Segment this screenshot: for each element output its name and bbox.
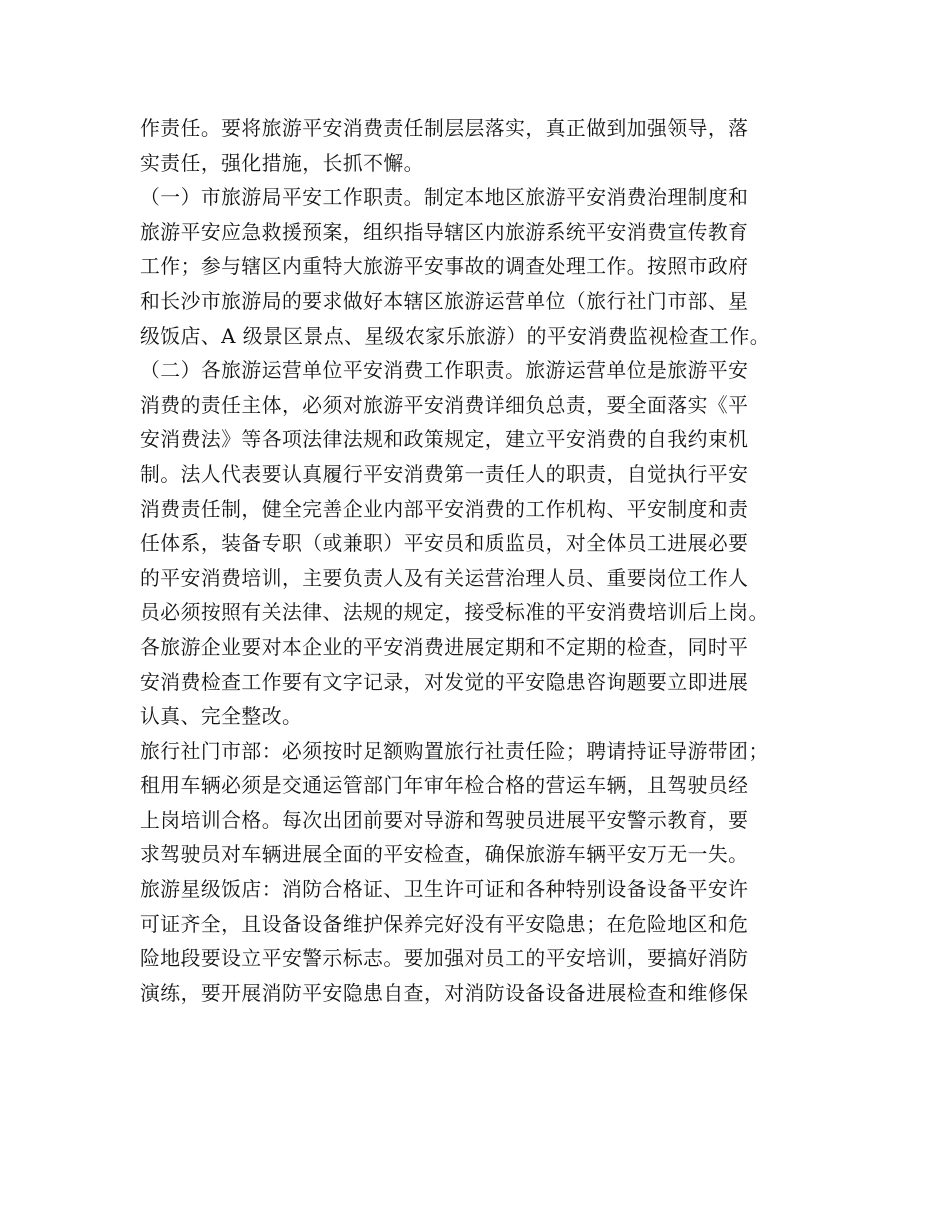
body-text (140, 112, 840, 1011)
text-line: 旅行社门市部：必须按时足额购置旅行社责任险；聘请持证导游带团； (140, 739, 769, 763)
text-line: 任体系，装备专职（或兼职）平安员和质监员，对全体员工进展必要 (140, 532, 749, 556)
text-line: 实责任，强化措施，长抓不懈。 (140, 151, 424, 175)
text-line: 的平安消费培训，主要负责人及有关运营治理人员、重要岗位工作人 (140, 566, 749, 590)
text-line: （一）市旅游局平安工作职责。制定本地区旅游平安消费治理制度和 (140, 186, 749, 210)
text-line: 求驾驶员对车辆进展全面的平安检查，确保旅游车辆平安万无一失。 (140, 843, 749, 867)
text-line: 上岗培训合格。每次出团前要对导游和驾驶员进展平安警示教育，要 (140, 808, 749, 832)
text-line: 租用车辆必须是交通运管部门年审年检合格的营运车辆，且驾驶员经 (140, 774, 749, 798)
text-line: 旅游星级饭店：消防合格证、卫生许可证和各种特别设备设备平安许 (140, 878, 749, 902)
text-line: 消费责任制，健全完善企业内部平安消费的工作机构、平安制度和责 (140, 497, 749, 521)
text-line: 旅游平安应急救援预案，组织指导辖区内旅游系统平安消费宣传教育 (140, 220, 749, 244)
text-line: 级饭店、A 级景区景点、星级农家乐旅游）的平安消费监视检查工作。 (140, 324, 771, 348)
text-line: 作责任。要将旅游平安消费责任制层层落实，真正做到加强领导，落 (140, 117, 749, 140)
text-line: 制。法人代表要认真履行平安消费第一责任人的职责，自觉执行平安 (140, 462, 749, 486)
text-line: 和长沙市旅游局的要求做好本辖区旅游运营单位（旅行社门市部、星 (140, 289, 749, 313)
text-line: 安消费法》等各项法律法规和政策规定，建立平安消费的自我约束机 (140, 428, 749, 452)
text-line: 认真、完全整改。 (140, 705, 303, 729)
text-line: 演练，要开展消防平安隐患自查，对消防设备设备进展检查和维修保 (140, 981, 749, 1005)
text-line: 消费的责任主体，必须对旅游平安消费详细负总责，要全面落实《平 (140, 393, 749, 417)
text-line: 各旅游企业要对本企业的平安消费进展定期和不定期的检查，同时平 (140, 635, 749, 659)
text-line: 险地段要设立平安警示标志。要加强对员工的平安培训，要搞好消防 (140, 947, 749, 971)
text-line: 员必须按照有关法律、法规的规定，接受标准的平安消费培训后上岗。 (140, 601, 769, 625)
text-line: 工作；参与辖区内重特大旅游平安事故的调查处理工作。按照市政府 (140, 255, 749, 279)
text-line: 安消费检查工作要有文字记录，对发觉的平安隐患咨询题要立即进展 (140, 670, 749, 694)
text-line: 可证齐全，且设备设备维护保养完好没有平安隐患；在危险地区和危 (140, 912, 749, 936)
text-line: （二）各旅游运营单位平安消费工作职责。旅游运营单位是旅游平安 (140, 359, 749, 383)
